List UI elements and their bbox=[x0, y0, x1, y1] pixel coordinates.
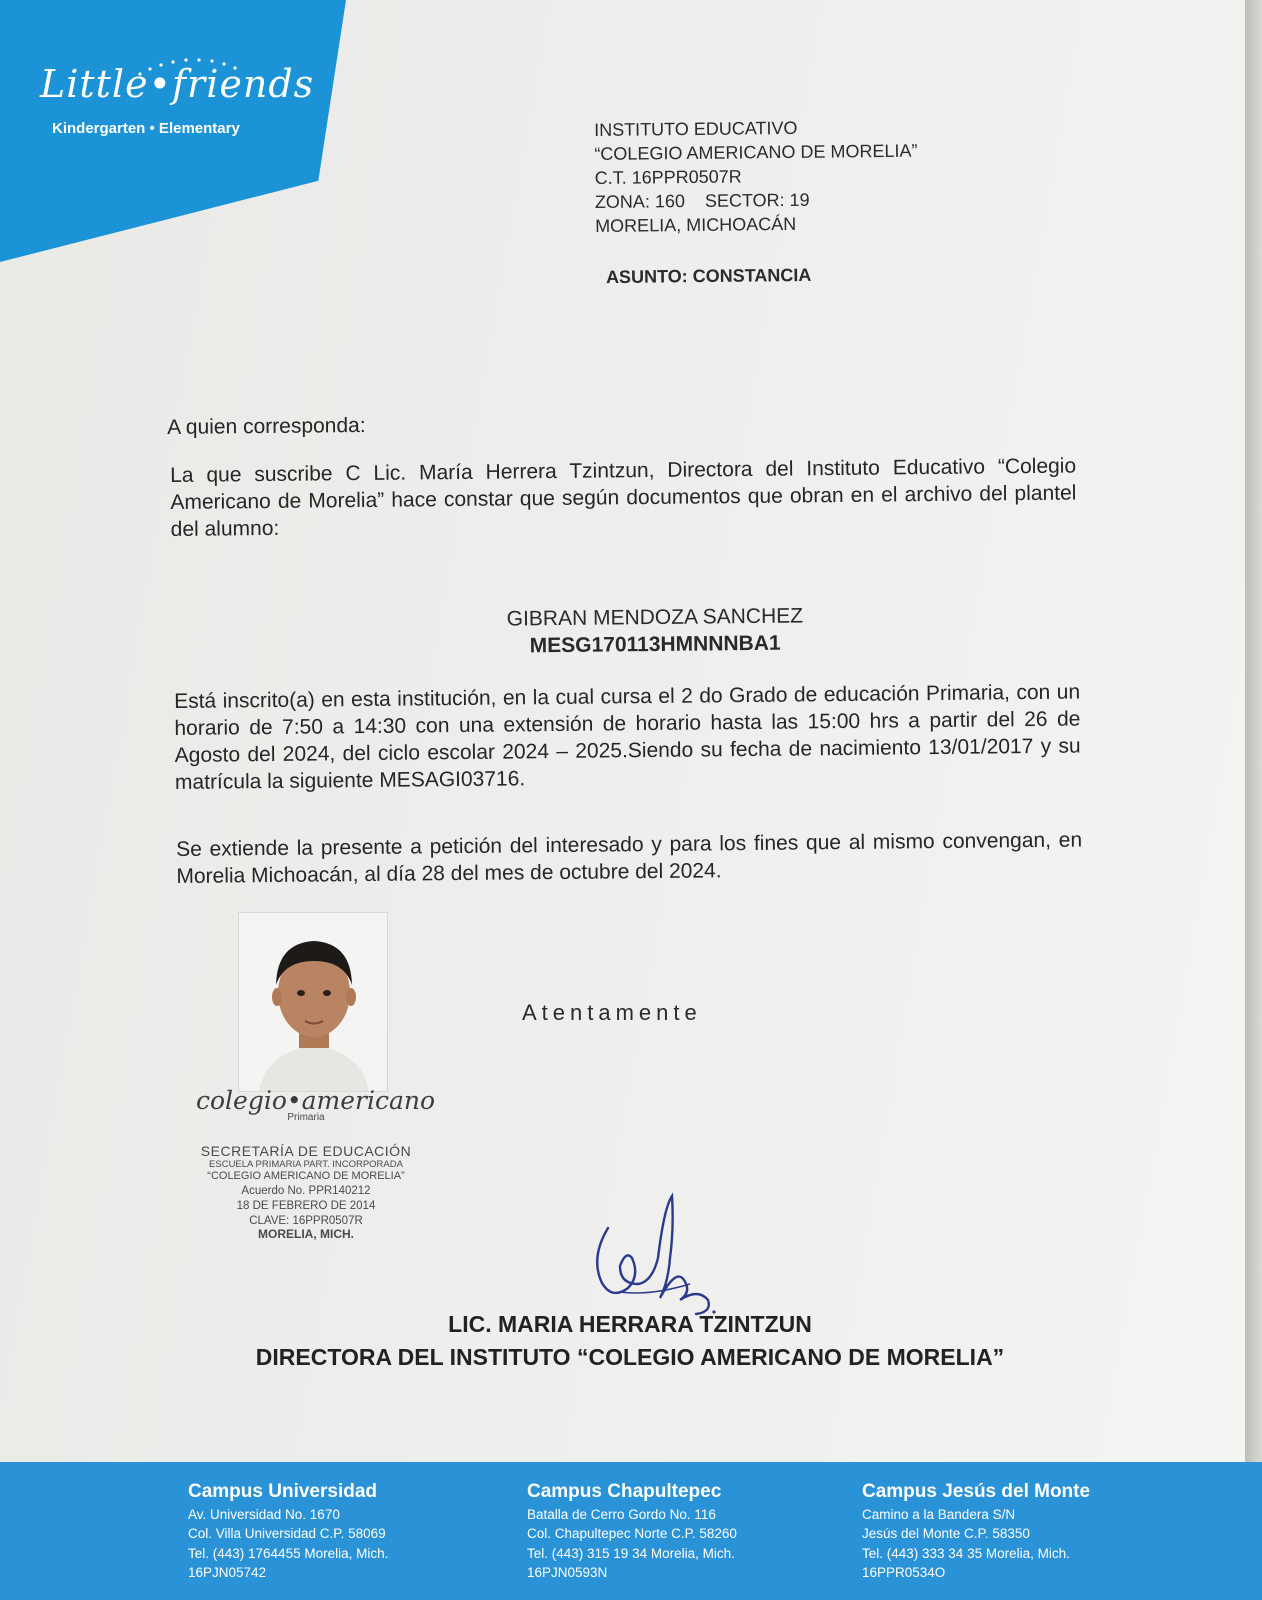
seal-line: SECRETARÍA DE EDUCACIÓN bbox=[200, 1143, 412, 1159]
campus-line: 16PJN05742 bbox=[188, 1565, 267, 1580]
campus-universidad bbox=[188, 1482, 388, 1583]
signer-name: LIC. MARIA HERRARA TZINTZUN bbox=[448, 1311, 812, 1337]
paragraph-intro: La que suscribe C Lic. María Herrera Tzintzun, Directora del Instituto Educativo “Colegio Americano de Morelia” hace constar que según documentos que obran en el archivo del plantel del alumno: bbox=[170, 454, 1077, 541]
school-seal bbox=[196, 1086, 436, 1241]
seal-line: Acuerdo No. PPR140212 bbox=[241, 1185, 371, 1197]
brand-tagline: Kindergarten • Elementary bbox=[52, 120, 240, 137]
campus-line: Tel. (443) 315 19 34 Morelia, Mich. bbox=[527, 1545, 735, 1561]
seal-line: MORELIA, MICH. bbox=[258, 1227, 354, 1241]
campus-name: Campus Universidad bbox=[188, 1481, 377, 1502]
brand-logo: Little•friends bbox=[40, 62, 315, 106]
paragraph-closing: Se extiende la presente a petición del interesado y para los fines que al mismo convengan, en Morelia Michoacán, al día 28 del mes de octubre del 2024. bbox=[176, 828, 1083, 888]
campus-chapultepec bbox=[527, 1482, 737, 1583]
campus-line: Col. Villa Universidad C.P. 58069 bbox=[188, 1526, 386, 1541]
institution-line: INSTITUTO EDUCATIVO bbox=[594, 117, 798, 140]
campus-footer bbox=[0, 1462, 1262, 1600]
seal-line: “COLEGIO AMERICANO DE MORELIA” bbox=[207, 1170, 405, 1182]
campus-line: Jesús del Monte C.P. 58350 bbox=[862, 1526, 1030, 1541]
campus-jesus-del-monte bbox=[862, 1482, 1090, 1583]
seal-line: 18 DE FEBRERO DE 2014 bbox=[236, 1200, 376, 1212]
institution-line: C.T. 16PPR0507R bbox=[594, 166, 742, 188]
institution-address bbox=[594, 115, 918, 238]
institution-line: “COLEGIO AMERICANO DE MORELIA” bbox=[594, 140, 918, 164]
seal-brand-sub: Primaria bbox=[287, 1112, 325, 1123]
seal-brand: colegio•americano bbox=[196, 1086, 436, 1115]
campus-line: 16PJN0593N bbox=[527, 1565, 608, 1580]
campus-line: Tel. (443) 333 34 35 Morelia, Mich. bbox=[862, 1545, 1070, 1561]
campus-line: Col. Chapultepec Norte C.P. 58260 bbox=[527, 1526, 737, 1541]
institution-line: ZONA: 160 SECTOR: 19 bbox=[594, 189, 810, 212]
seal-line: CLAVE: 16PPR0507R bbox=[249, 1215, 363, 1227]
campus-name: Campus Jesús del Monte bbox=[862, 1481, 1091, 1502]
greeting: A quien corresponda: bbox=[167, 413, 366, 439]
campus-name: Campus Chapultepec bbox=[527, 1481, 722, 1502]
subject-line: ASUNTO: CONSTANCIA bbox=[605, 264, 812, 288]
closing-salutation: Atentamente bbox=[522, 1000, 702, 1025]
seal-line: ESCUELA PRIMARIA PART. INCORPORADA bbox=[209, 1159, 403, 1170]
signature-icon bbox=[580, 1188, 730, 1318]
campus-line: Camino a la Bandera S/N bbox=[862, 1506, 1016, 1522]
page-edge bbox=[1245, 0, 1262, 1600]
signer-title: DIRECTORA DEL INSTITUTO “COLEGIO AMERICANO DE MORELIA” bbox=[255, 1344, 1005, 1370]
campus-line: 16PPR0534O bbox=[862, 1565, 946, 1580]
institution-line: MORELIA, MICHOACÁN bbox=[595, 213, 797, 236]
student-photo bbox=[238, 912, 388, 1092]
campus-line: Tel. (443) 1764455 Morelia, Mich. bbox=[188, 1545, 389, 1561]
campus-line: Batalla de Cerro Gordo No. 116 bbox=[527, 1506, 716, 1522]
paragraph-enrollment: Está inscrito(a) en esta institución, en la cual cursa el 2 do Grado de educación Primaria, con un horario de 7:50 a 14:30 con una extensión de horario hasta las 15:00 hrs a partir del 26 de Agosto del 2024, del ciclo escolar 2024 – 2025.Siendo su fecha de nacimiento 13/01/2017 y su matrícula la siguiente MESAGI03716. bbox=[174, 680, 1081, 794]
student-portrait-icon bbox=[239, 913, 388, 1092]
signer-block bbox=[170, 1308, 1090, 1374]
student-block bbox=[490, 602, 821, 659]
student-curp: MESG170113HMNNNBA1 bbox=[529, 631, 781, 658]
campus-line: Av. Universidad No. 1670 bbox=[188, 1506, 340, 1522]
student-name: GIBRAN MENDOZA SANCHEZ bbox=[506, 604, 804, 631]
